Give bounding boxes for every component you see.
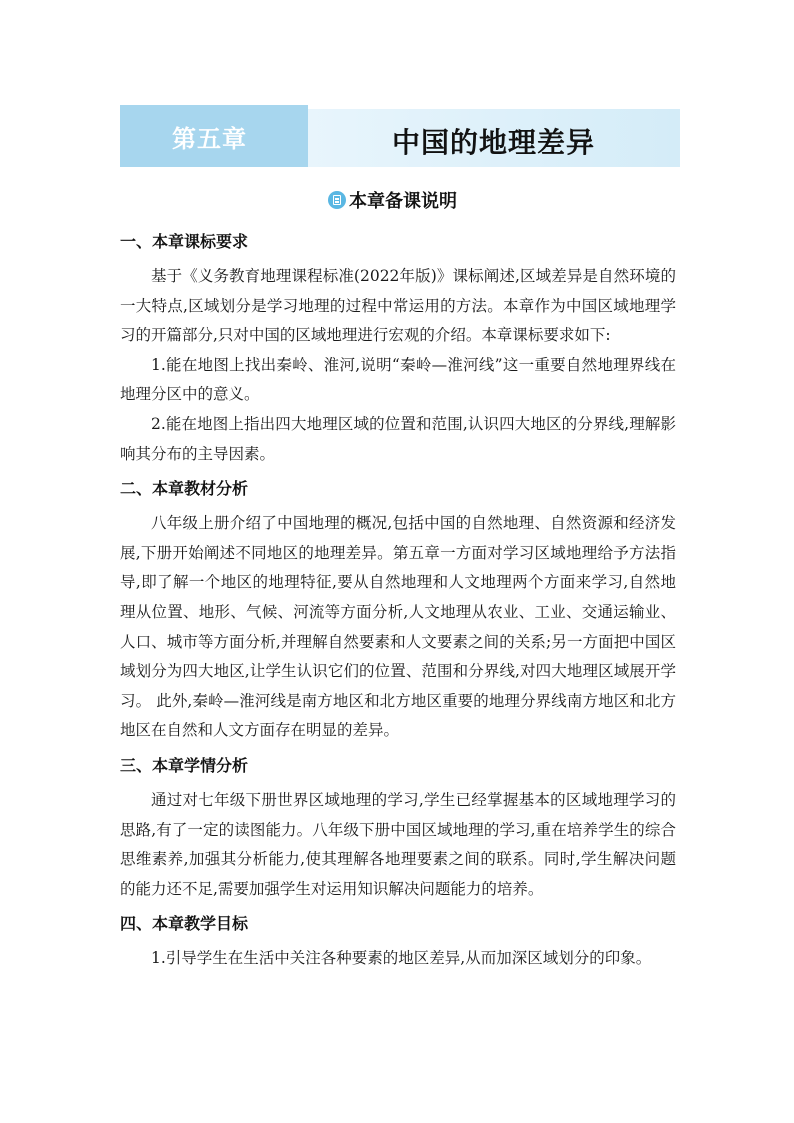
section-student-analysis <box>120 752 676 904</box>
chapter-banner <box>120 105 680 167</box>
section-heading: 一、本章课标要求 <box>120 232 249 251</box>
prep-title: 本章备课说明 <box>349 191 457 212</box>
chapter-number-block <box>120 105 308 167</box>
section-heading: 二、本章教材分析 <box>120 479 249 499</box>
chapter-number: 第五章 <box>172 125 247 153</box>
section-textbook-analysis <box>120 475 676 746</box>
paragraph: 通过对七年级下册世界区域地理的学习,学生已经掌握基本的区域地理学习的思路,有了一定的读图能力。八年级下册中国区域地理的学习,重在培养学生的综合思维素养,加强其分析能力,使其理解各地理要素之间的联系。同时,学生解决问题的能力还不足,需要加强学生对运用知识解决问题能力的培养。 <box>120 790 676 898</box>
section-curriculum-standards <box>120 228 676 469</box>
section-heading: 四、本章教学目标 <box>120 914 249 934</box>
paragraph: 基于《义务教育地理课程标准(2022年版)》课标阐述,区域差异是自然环境的一大特点,区域划分是学习地理的过程中常运用的方法。本章作为中国区域地理学习的开篇部分,只对中国的区域地理进行宏观的介绍。本章课标要求如下: <box>120 267 676 345</box>
paragraph: 八年级上册介绍了中国地理的概况,包括中国的自然地理、自然资源和经济发展,下册开始阐述不同地区的地理差异。第五章一方面对学习区域地理给予方法指导,即了解一个地区的地理特征,要从自然地理和人文地理两个方面来学习,自然地理从位置、地形、气候、河流等方面分析,人文地理从农业、工业、交通运输业、人口、城市等方面分析,并理解自然要素和人文要素之间的关系;另一方面把中国区域划分为四大地区,让学生认识它们的位置、范围和分界线,对四大地理区域展开学习。 此外,秦岭—淮河线是南方地区和北方地区重要的地理分界线南方地区和北方地区在自然和人文方面存在明显的差异。 <box>120 514 676 740</box>
paragraph: 1.能在地图上找出秦岭、淮河,说明“秦岭—淮河线”这一重要自然地理界线在地理分区中的意义。 <box>120 355 676 404</box>
section-heading: 三、本章学情分析 <box>120 755 249 775</box>
paragraph: 2.能在地图上指出四大地理区域的位置和范围,认识四大地区的分界线,理解影响其分布的主导因素。 <box>120 414 676 463</box>
chapter-title: 中国的地理差异 <box>392 126 596 159</box>
paragraph: 1.引导学生在生活中关注各种要素的地区差异,从而加深区域划分的印象。 <box>151 949 652 968</box>
notepad-icon <box>328 191 346 209</box>
prep-header <box>328 186 457 214</box>
section-teaching-goals <box>120 910 676 974</box>
document-body <box>120 228 676 974</box>
